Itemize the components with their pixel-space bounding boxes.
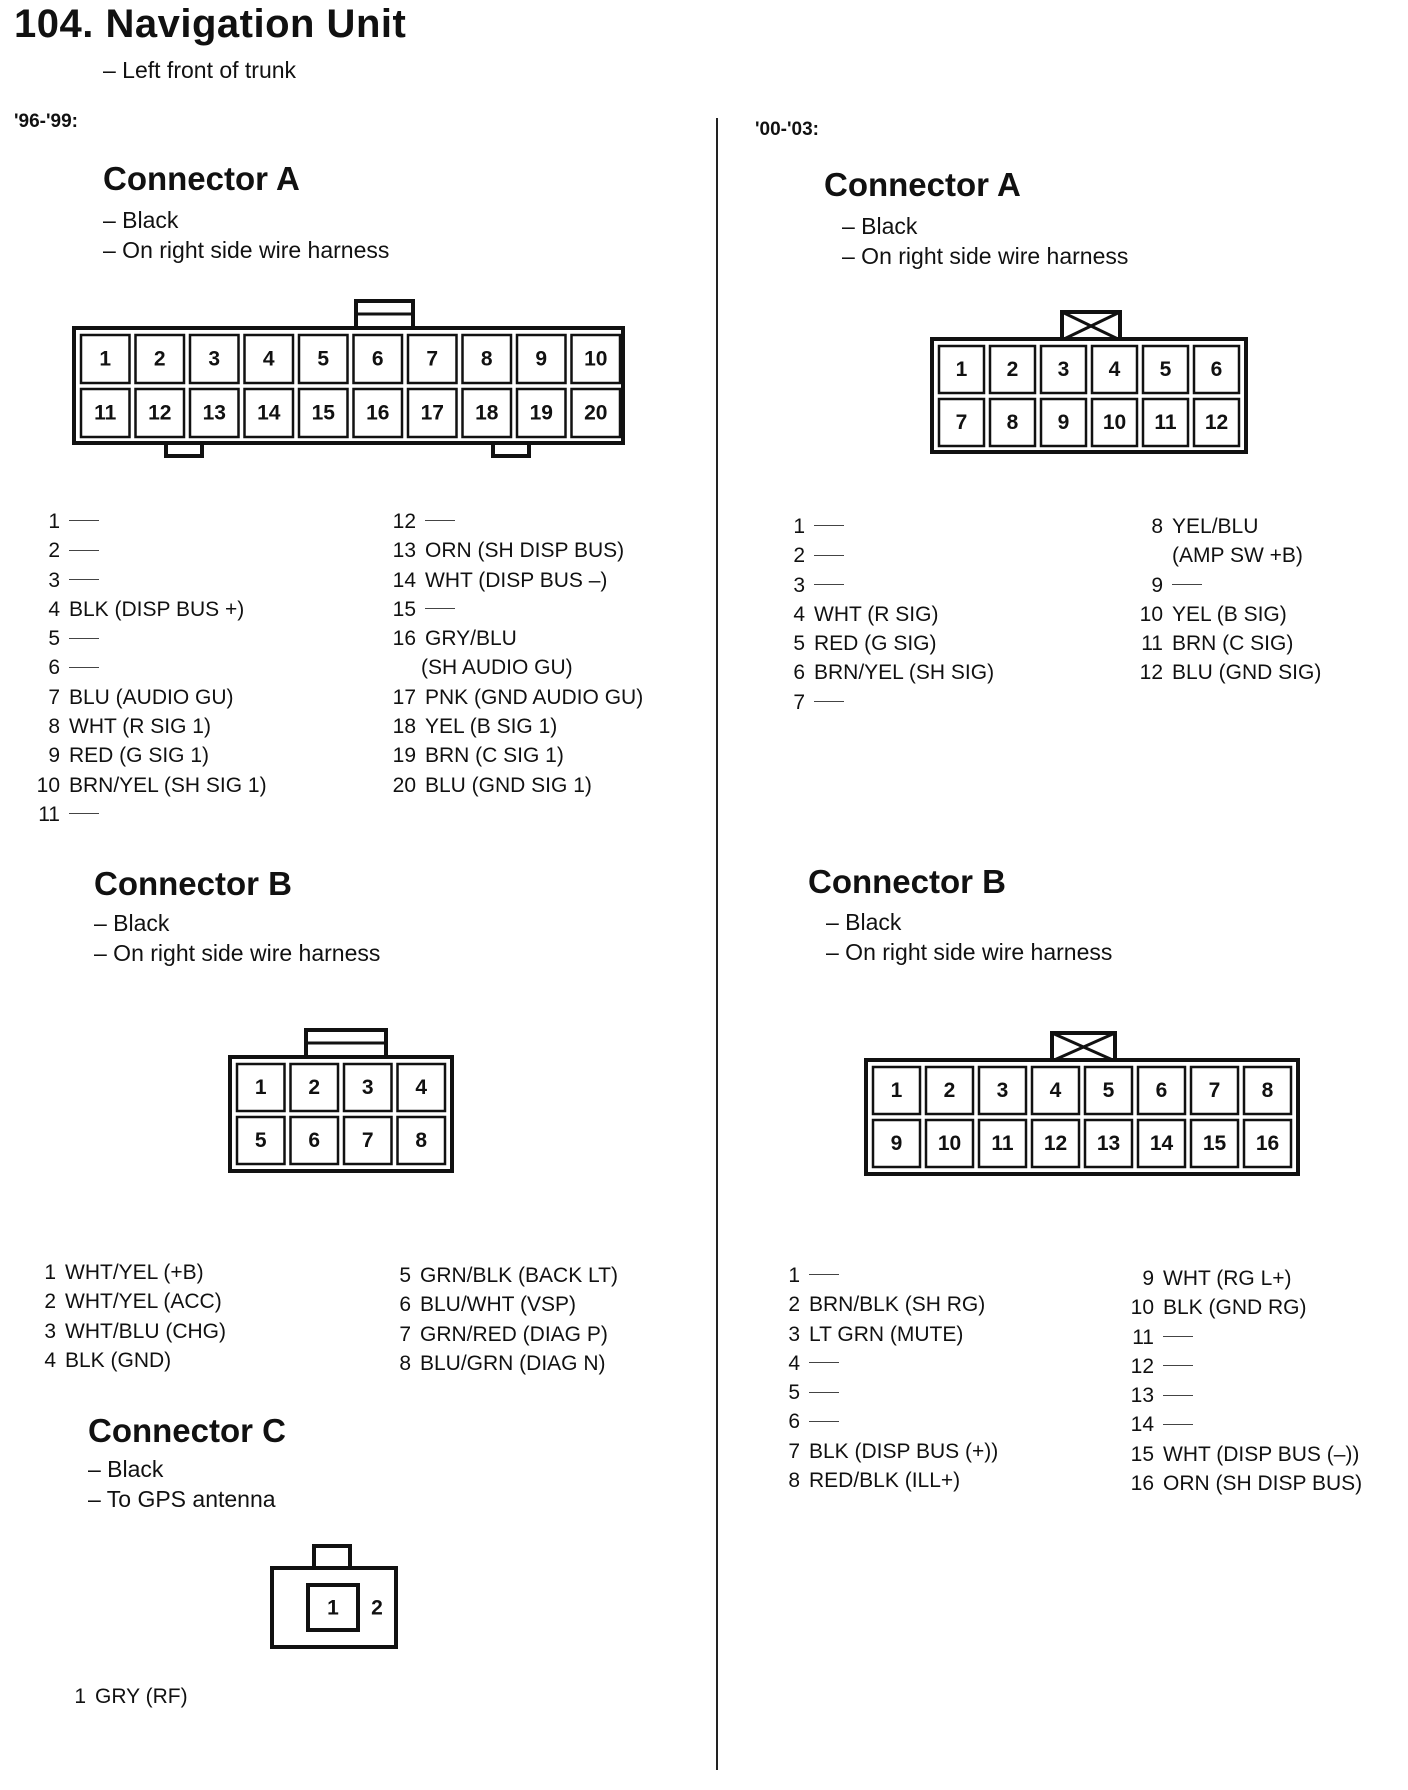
pin-number: 18 — [475, 401, 499, 425]
left-connector-c-diagram — [262, 1535, 412, 1660]
pin-entry — [1124, 1264, 1362, 1293]
pin-entry — [382, 536, 643, 565]
pin-wire-label: GRN/BLK (BACK LT) — [420, 1264, 618, 1287]
pin-number: 19 — [392, 744, 416, 768]
pin-entry — [770, 1378, 998, 1407]
pin-number: 8 — [788, 1469, 800, 1493]
pin-wire-label: GRY/BLU — [425, 627, 517, 651]
pin-entry — [382, 683, 643, 712]
unused-pin-dash — [814, 584, 844, 585]
pin-number: 7 — [793, 690, 805, 714]
pin-number: 7 — [399, 1322, 411, 1346]
pin-number: 15 — [1202, 1132, 1227, 1155]
pin-wire-label: BLU (GND SIG 1) — [425, 773, 592, 797]
pin-number: 10 — [1130, 1296, 1154, 1320]
left-connector-b-pins-col2 — [383, 1261, 618, 1378]
right-connector-a-pins-col2 — [1133, 512, 1321, 688]
pin-number: 4 — [415, 1076, 428, 1099]
pin-number: 16 — [392, 627, 416, 651]
note-line: – To GPS antenna — [88, 1486, 276, 1512]
pin-entry — [383, 1261, 618, 1290]
pin-number: 9 — [890, 1132, 903, 1155]
pin-wire-label: YEL/BLU — [1172, 515, 1259, 538]
right-connector-a-pins-col1 — [775, 512, 994, 717]
pin-wire-label: WHT (R SIG) — [814, 602, 939, 626]
pin-number: 12 — [1043, 1132, 1068, 1155]
pin-number: 2 — [788, 1293, 800, 1317]
unused-pin-dash — [425, 608, 455, 609]
pin-number: 1 — [793, 515, 805, 538]
unused-pin-dash — [814, 701, 844, 702]
pin-entry — [775, 512, 994, 541]
pin-wire-label: RED (G SIG) — [814, 632, 937, 656]
pin-number: 8 — [415, 1129, 428, 1152]
unused-pin-dash — [814, 525, 844, 526]
pin-entry — [26, 1287, 226, 1316]
column-divider — [716, 118, 718, 1770]
pin-number: 8 — [48, 715, 60, 739]
pin-number: 13 — [1130, 1384, 1154, 1408]
page-subtitle: – Left front of trunk — [103, 57, 297, 83]
pin-entry — [1124, 1440, 1362, 1469]
unused-pin-dash — [1172, 584, 1202, 585]
pin-number: 16 — [1130, 1472, 1154, 1496]
left-connector-b-notes — [94, 908, 380, 968]
pin-number: 5 — [254, 1129, 267, 1152]
pin-wire-label: BLK (GND RG) — [1163, 1296, 1307, 1320]
left-connector-c-title: Connector C — [88, 1412, 286, 1449]
pin-wire-label: ORN (SH DISP BUS) — [425, 539, 625, 563]
pin-entry — [1124, 1323, 1362, 1352]
pin-wire-label: (SH AUDIO GU) — [421, 656, 573, 680]
pin-entry — [383, 1290, 618, 1319]
note-line: – Black — [842, 213, 918, 239]
right-connector-b-pins-col2 — [1124, 1264, 1362, 1498]
pin-number: 11 — [1141, 632, 1163, 656]
pin-entry — [56, 1682, 188, 1711]
pin-entry — [26, 1346, 226, 1375]
pin-number: 3 — [788, 1322, 800, 1346]
pin-number: 10 — [1139, 602, 1163, 626]
pin-number: 4 — [44, 1348, 56, 1372]
year-label-right: '00-'03: — [755, 119, 819, 140]
pin-number: 15 — [1130, 1442, 1154, 1466]
pin-number: 11 — [94, 401, 117, 425]
pin-number: 5 — [1102, 1079, 1115, 1102]
pin-number: 20 — [584, 401, 608, 425]
pin-number: 5 — [788, 1381, 800, 1405]
pin-wire-label: BLU/GRN (DIAG N) — [420, 1351, 606, 1375]
pin-entry — [1133, 512, 1321, 541]
pin-wire-label: LT GRN (MUTE) — [809, 1322, 964, 1346]
note-line: – Black — [826, 909, 902, 935]
unused-pin-dash — [69, 667, 99, 668]
pin-number: 11 — [38, 802, 60, 826]
note-line: – On right side wire harness — [842, 243, 1129, 269]
pin-entry — [1124, 1293, 1362, 1322]
pin-wire-label: WHT (DISP BUS (–)) — [1163, 1442, 1360, 1466]
note-line: – Black — [88, 1456, 164, 1482]
pin-number: 2 — [1006, 358, 1019, 381]
pin-entry — [30, 741, 267, 770]
pin-entry — [30, 624, 267, 653]
pin-number: 10 — [937, 1132, 962, 1155]
pin-number: 11 — [1132, 1325, 1154, 1349]
pin-number: 1 — [254, 1076, 267, 1099]
pin-number: 2 — [48, 539, 60, 563]
pin-entry — [1124, 1469, 1362, 1498]
pin-entry — [382, 624, 643, 653]
pin-number: 2 — [308, 1076, 321, 1099]
pin-number: 12 — [1204, 411, 1229, 434]
pin-number: 18 — [392, 715, 416, 739]
pin-entry — [382, 507, 643, 536]
unused-pin-dash — [1163, 1424, 1193, 1425]
pin-wire-label: BRN/BLK (SH RG) — [809, 1293, 986, 1317]
note-line: – On right side wire harness — [103, 237, 390, 263]
pin-wire-label: BLU/WHT (VSP) — [420, 1293, 576, 1317]
pin-number: 12 — [392, 510, 416, 533]
unused-pin-dash — [69, 813, 99, 814]
pin-wire-label: BLU (GND SIG) — [1172, 661, 1322, 685]
pin-wire-label: (AMP SW +B) — [1172, 544, 1303, 568]
note-line: – On right side wire harness — [94, 940, 381, 966]
pin-number: 15 — [311, 401, 335, 425]
pin-number: 8 — [1261, 1079, 1274, 1102]
pin-entry — [30, 771, 267, 800]
pin-entry — [770, 1407, 998, 1436]
pin-entry — [775, 541, 994, 570]
left-connector-b-title: Connector B — [94, 865, 292, 902]
pin-wire-label: YEL (B SIG 1) — [425, 715, 558, 739]
right-connector-b-notes — [826, 907, 1112, 967]
pin-number: 13 — [1096, 1132, 1121, 1155]
pin-wire-label: BRN (C SIG) — [1172, 632, 1294, 656]
pin-entry — [1124, 1381, 1362, 1410]
pin-number: 1 — [74, 1685, 86, 1708]
pin-number: 10 — [36, 773, 60, 797]
pin-number: 16 — [1255, 1132, 1280, 1155]
pin-number: 17 — [392, 685, 416, 709]
note-line: – Black — [94, 910, 170, 936]
pin-number: 3 — [1057, 358, 1070, 381]
left-connector-c-pins-col1 — [56, 1682, 188, 1711]
right-connector-b-title: Connector B — [808, 863, 1006, 900]
pin-entry — [30, 653, 267, 682]
pin-number: 4 — [793, 602, 805, 626]
right-connector-a-title: Connector A — [824, 166, 1021, 203]
pin-entry — [30, 595, 267, 624]
pin-number: 20 — [392, 773, 416, 797]
unused-pin-dash — [1163, 1336, 1193, 1337]
pin-wire-label: BLK (GND) — [65, 1348, 172, 1372]
pin-entry — [1133, 658, 1321, 687]
pin-number: 4 — [48, 597, 60, 621]
pin-number: 16 — [366, 401, 390, 425]
pin-number: 12 — [148, 401, 172, 425]
pin-number: 13 — [202, 401, 226, 425]
pin-number: 7 — [361, 1129, 374, 1152]
pin-number: 5 — [399, 1264, 411, 1287]
pin-entry — [1124, 1410, 1362, 1439]
pin-entry — [30, 536, 267, 565]
pin-number: 1 — [44, 1261, 56, 1284]
unused-pin-dash — [69, 579, 99, 580]
pin-wire-label: BRN/YEL (SH SIG 1) — [69, 773, 267, 797]
pin-entry — [382, 595, 643, 624]
pin-number: 4 — [1108, 358, 1121, 381]
pin-number: 3 — [996, 1079, 1009, 1102]
pin-entry — [382, 741, 643, 770]
pin-number: 14 — [1130, 1413, 1154, 1437]
pin-number: 9 — [1057, 411, 1070, 434]
pin-number: 2 — [44, 1290, 56, 1314]
pin-number: 11 — [991, 1132, 1014, 1155]
left-connector-a-notes — [103, 205, 389, 265]
pin-number: 6 — [371, 347, 384, 371]
pin-number: 5 — [317, 347, 330, 371]
pin-number: 8 — [1006, 411, 1019, 434]
pin-number: 8 — [399, 1351, 411, 1375]
pin-wire-label: BLU (AUDIO GU) — [69, 685, 234, 709]
pin-entry — [775, 600, 994, 629]
pin-number: 3 — [793, 573, 805, 597]
right-connector-a-diagram — [920, 300, 1260, 465]
pin-number: 13 — [392, 539, 416, 563]
pin-entry — [383, 1349, 618, 1378]
left-connector-a-diagram — [60, 290, 640, 470]
pin-number: 4 — [262, 347, 275, 371]
pin-entry — [770, 1349, 998, 1378]
pin-number: 14 — [257, 401, 281, 425]
pin-number: 8 — [480, 347, 493, 371]
pin-number: 2 — [943, 1079, 956, 1102]
pin-wire-label: BRN (C SIG 1) — [425, 744, 564, 768]
pin-number: 17 — [420, 401, 444, 425]
pin-wire-label: WHT/YEL (+B) — [65, 1261, 204, 1284]
pin-entry — [382, 566, 643, 595]
pin-number: 6 — [399, 1293, 411, 1317]
pin-entry — [26, 1317, 226, 1346]
pin-number: 9 — [535, 347, 548, 371]
unused-pin-dash — [69, 520, 99, 521]
pin-number: 7 — [426, 347, 439, 371]
left-connector-a-pins-col1 — [30, 507, 267, 829]
pin-entry — [1133, 600, 1321, 629]
note-line: – Black — [103, 207, 179, 233]
pin-entry — [775, 629, 994, 658]
pin-number: 19 — [529, 401, 553, 425]
pin-number: 11 — [1154, 411, 1177, 434]
pin-number: 1 — [48, 510, 60, 533]
right-connector-b-pins-col1 — [770, 1261, 998, 1495]
pin-entry — [770, 1320, 998, 1349]
pin-number: 1 — [890, 1079, 903, 1102]
right-connector-a-notes — [842, 211, 1128, 271]
pin-number: 3 — [361, 1076, 374, 1099]
pin-number: 4 — [1049, 1079, 1062, 1102]
year-label-left: '96-'99: — [14, 111, 78, 132]
pin-number: 5 — [1159, 358, 1172, 381]
left-connector-b-pins-col1 — [26, 1258, 226, 1375]
pin-entry — [770, 1261, 998, 1290]
unused-pin-dash — [1163, 1365, 1193, 1366]
unused-pin-dash — [809, 1392, 839, 1393]
left-connector-a-pins-col2 — [382, 507, 643, 800]
pin-wire-label: ORN (SH DISP BUS) — [1163, 1472, 1363, 1496]
pin-entry — [770, 1290, 998, 1319]
pin-number: 10 — [1102, 411, 1127, 434]
pin-number: 6 — [308, 1129, 321, 1152]
pin-wire-label: BRN/YEL (SH SIG) — [814, 661, 995, 685]
pin-wire-label: GRY (RF) — [95, 1685, 188, 1708]
pin-entry — [382, 712, 643, 741]
unused-pin-dash — [69, 550, 99, 551]
unused-pin-dash — [1163, 1395, 1193, 1396]
left-connector-b-diagram — [220, 1012, 460, 1182]
unused-pin-dash — [425, 520, 455, 521]
left-connector-c-notes — [88, 1454, 276, 1514]
pin-wire-label: BLK (DISP BUS +) — [69, 597, 245, 621]
pin-number: 4 — [788, 1351, 800, 1375]
pin-entry — [770, 1466, 998, 1495]
unused-pin-dash — [809, 1362, 839, 1363]
unused-pin-dash — [814, 555, 844, 556]
pin-number: 2 — [153, 347, 166, 371]
pin-number: 1 — [788, 1264, 800, 1287]
pin-number: 6 — [1155, 1079, 1168, 1102]
pin-entry — [1124, 1352, 1362, 1381]
pin-wire-label: YEL (B SIG) — [1172, 602, 1287, 626]
pin-number: 1 — [327, 1596, 339, 1620]
pin-number: 6 — [793, 661, 805, 685]
pin-wire-label: WHT (R SIG 1) — [69, 715, 211, 739]
pin-entry — [30, 800, 267, 829]
right-connector-b-diagram — [860, 1025, 1305, 1185]
pin-wire-label: RED (G SIG 1) — [69, 744, 210, 768]
pin-entry — [26, 1258, 226, 1287]
pin-wire-label: WHT (DISP BUS –) — [425, 568, 608, 592]
pin-entry — [383, 1320, 618, 1349]
pin-number: 7 — [48, 685, 60, 709]
pin-wire-label: WHT (RG L+) — [1163, 1267, 1292, 1290]
unused-pin-dash — [809, 1421, 839, 1422]
page-title: 104. Navigation Unit — [14, 2, 407, 46]
pin-wire-label: BLK (DISP BUS (+)) — [809, 1439, 999, 1463]
pin-entry — [1133, 541, 1321, 570]
pin-wire-label: WHT/BLU (CHG) — [65, 1319, 226, 1343]
pin-number: 7 — [788, 1439, 800, 1463]
pin-number: 10 — [584, 347, 608, 371]
pin-number: 9 — [1142, 1267, 1154, 1290]
pin-wire-label: RED/BLK (ILL+) — [809, 1469, 961, 1493]
pin-number: 6 — [1210, 358, 1223, 381]
pin-number: 3 — [44, 1319, 56, 1343]
pin-entry — [30, 507, 267, 536]
pin-entry — [382, 771, 643, 800]
pin-wire-label: WHT/YEL (ACC) — [65, 1290, 222, 1314]
pin-number: 12 — [1139, 661, 1163, 685]
pin-wire-label: GRN/RED (DIAG P) — [420, 1322, 608, 1346]
pin-number: 6 — [788, 1410, 800, 1434]
pin-number: 6 — [48, 656, 60, 680]
pin-number: 14 — [1149, 1132, 1174, 1155]
pin-number: 7 — [1208, 1079, 1221, 1102]
left-connector-a-title: Connector A — [103, 160, 300, 197]
pin-entry — [30, 712, 267, 741]
pin-entry — [30, 566, 267, 595]
unused-pin-dash — [69, 638, 99, 639]
pin-number: 1 — [955, 358, 968, 381]
pin-entry — [775, 688, 994, 717]
pin-number: 15 — [392, 597, 416, 621]
pin-entry — [775, 658, 994, 687]
pin-number: 5 — [793, 632, 805, 656]
pin-number: 14 — [392, 568, 416, 592]
pin-number: 9 — [1151, 573, 1163, 597]
pin-number: 2 — [371, 1596, 383, 1620]
pin-number: 8 — [1151, 515, 1163, 538]
pin-number: 5 — [48, 627, 60, 651]
pin-entry — [770, 1437, 998, 1466]
pin-number: 3 — [208, 347, 221, 371]
pin-entry — [1133, 571, 1321, 600]
pin-entry — [382, 653, 643, 682]
pin-wire-label: PNK (GND AUDIO GU) — [425, 685, 644, 709]
pin-number: 3 — [48, 568, 60, 592]
pin-number: 9 — [48, 744, 60, 768]
pin-entry — [775, 571, 994, 600]
pin-number: 2 — [793, 544, 805, 568]
pin-number: 12 — [1130, 1354, 1154, 1378]
unused-pin-dash — [809, 1274, 839, 1275]
pin-number: 7 — [955, 411, 968, 434]
pin-entry — [30, 683, 267, 712]
note-line: – On right side wire harness — [826, 939, 1113, 965]
pin-entry — [1133, 629, 1321, 658]
pin-number: 1 — [99, 347, 112, 371]
